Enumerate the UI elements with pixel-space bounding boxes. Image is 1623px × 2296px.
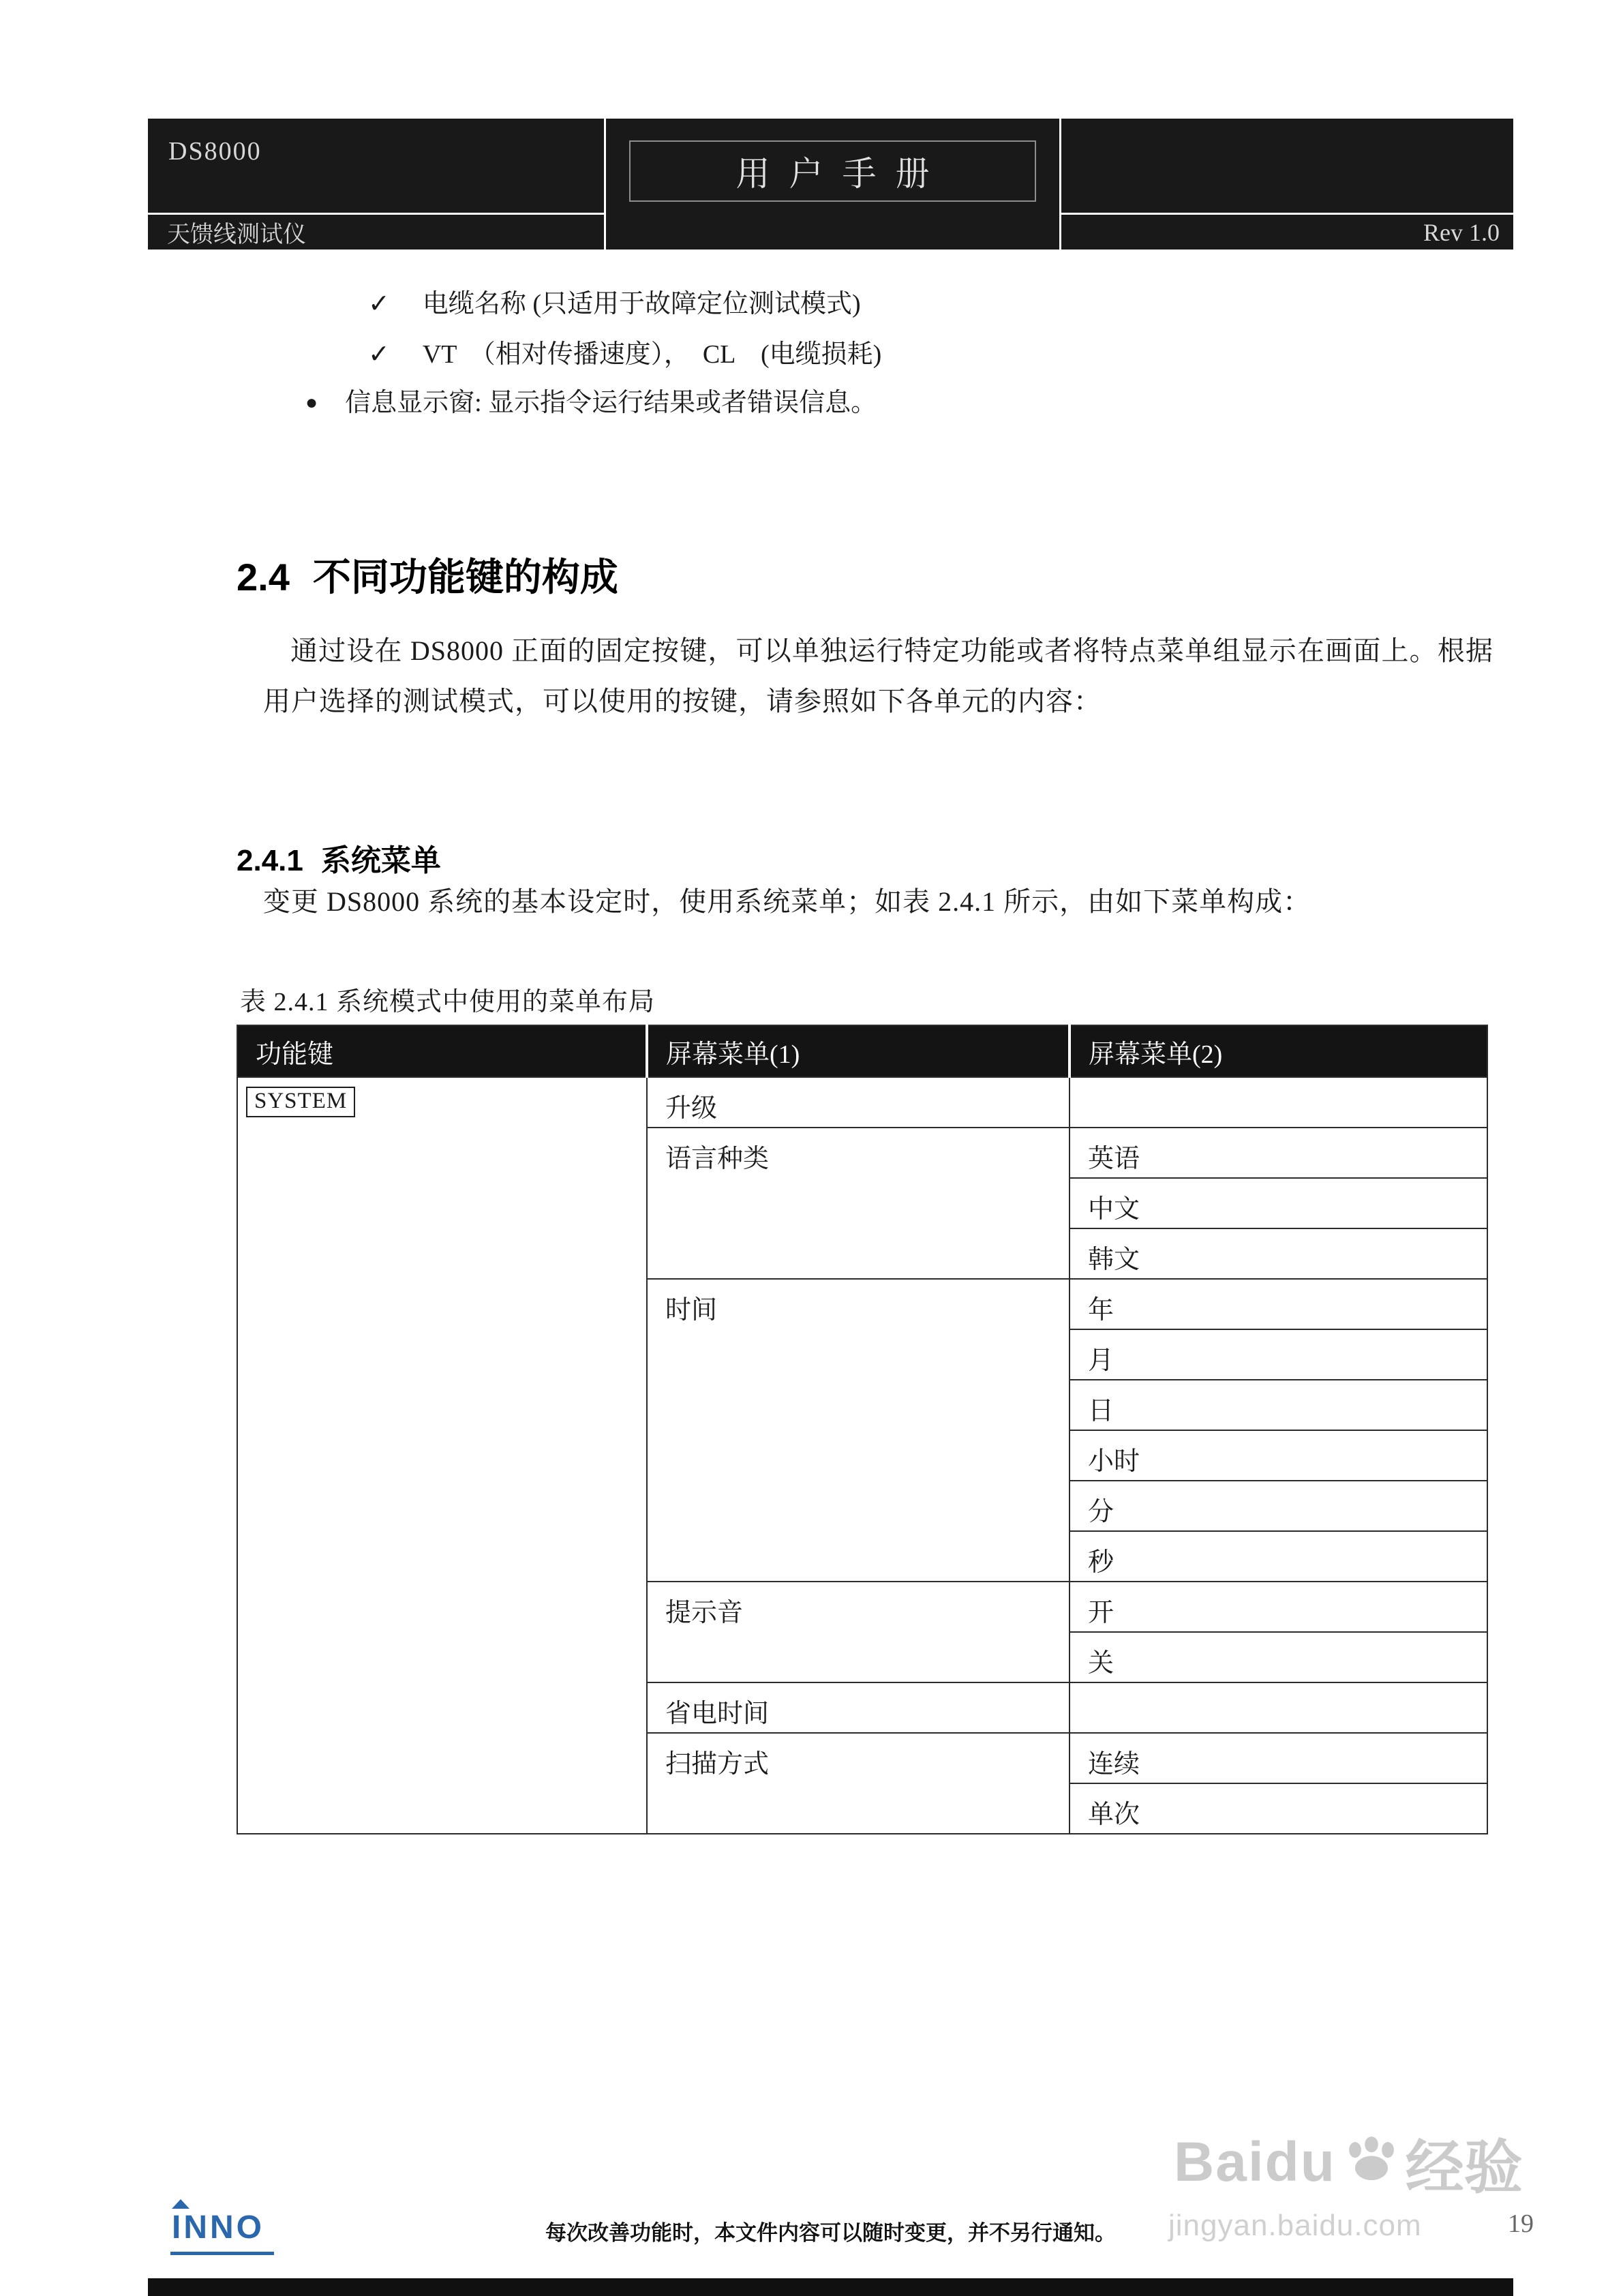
menu1-cell: 省电时间: [647, 1682, 1070, 1733]
header-bar: [148, 119, 1513, 250]
menu2-cell: [1070, 1077, 1487, 1128]
menu2-cell: 连续: [1070, 1733, 1487, 1783]
inno-caret-icon: [172, 2199, 189, 2209]
menu2-cell: 韩文: [1070, 1228, 1487, 1279]
menu2-cell: 中文: [1070, 1178, 1487, 1228]
table-header-cell: 功能键: [237, 1025, 647, 1077]
menu1-cell: 升级: [647, 1077, 1070, 1128]
menu2-cell: 月: [1070, 1329, 1487, 1380]
bullet-item: [305, 386, 877, 420]
watermark-brand: Baidu: [1174, 2131, 1336, 2193]
header-left-panel: [148, 119, 606, 250]
bullet-text: VT （相对传播速度）， CL (电缆损耗): [422, 340, 882, 369]
system-menu-table-body: [237, 1077, 1487, 1834]
menu1-cell: 扫描方式: [647, 1733, 1070, 1834]
revision-label: Rev 1.0: [1423, 218, 1500, 246]
section-title: 不同功能键的构成: [312, 556, 618, 599]
section-number: 2.4: [237, 556, 290, 599]
doc-title-box: [629, 140, 1036, 202]
menu1-cell: 提示音: [647, 1582, 1070, 1682]
subsection-heading: [237, 836, 441, 879]
header-device-strip: [148, 213, 604, 250]
table-row: [237, 1077, 1487, 1128]
menu1-cell: 时间: [647, 1279, 1070, 1582]
model-label: DS8000: [168, 137, 262, 166]
footer-bar: [148, 2278, 1513, 2296]
watermark-suffix: 经验: [1405, 2135, 1523, 2201]
section-heading: [237, 547, 618, 602]
bullet-item: [368, 287, 861, 321]
check-icon: ✓: [368, 340, 390, 369]
menu2-cell: 开: [1070, 1582, 1487, 1632]
section-paragraph: 通过设在 DS8000 正面的固定按键，可以单独运行特定功能或者将特点菜单组显示在画面上。根据用户选择的测试模式，可以使用的按键，请参照如下各单元的内容：: [263, 635, 1493, 716]
table-caption: 表 2.4.1 系统模式中使用的菜单布局: [240, 988, 656, 1016]
watermark: [1174, 2120, 1523, 2205]
menu2-cell: 小时: [1070, 1430, 1487, 1481]
subsection-title: 系统菜单: [320, 844, 441, 877]
baidu-paw-icon: [1344, 2136, 1399, 2181]
header-center-panel: [606, 119, 1061, 250]
menu2-cell: 分: [1070, 1481, 1487, 1531]
doc-title: 用户手册: [735, 155, 949, 193]
table-header-cell: 屏幕菜单(2): [1070, 1025, 1487, 1077]
bullet-text: 信息显示窗: 显示指令运行结果或者错误信息。: [345, 389, 877, 417]
revision-strip: [1061, 213, 1513, 250]
table-header-cell: 屏幕菜单(1): [647, 1025, 1070, 1077]
menu1-cell: 语言种类: [647, 1128, 1070, 1279]
header-right-panel: [1061, 119, 1513, 250]
menu2-cell: 年: [1070, 1279, 1487, 1329]
menu2-cell: [1070, 1682, 1487, 1733]
bullet-text: 电缆名称 (只适用于故障定位测试模式): [422, 290, 861, 318]
menu2-cell: 关: [1070, 1632, 1487, 1682]
table-header-row: [237, 1025, 1487, 1077]
menu2-cell: 英语: [1070, 1128, 1487, 1178]
device-label: 天馈线测试仪: [167, 222, 306, 247]
check-icon: ✓: [368, 290, 390, 318]
footer-notice: 每次改善功能时，本文件内容可以随时变更，并不另行通知。: [545, 2221, 1116, 2245]
bullet-item: [368, 337, 881, 372]
subsection-paragraph: 变更 DS8000 系统的基本设定时，使用系统菜单；如表 2.4.1 所示，由如下菜单构成：: [263, 886, 1311, 917]
watermark-url: jingyan.baidu.com: [1168, 2209, 1422, 2242]
menu2-cell: 秒: [1070, 1531, 1487, 1582]
menu2-cell: 日: [1070, 1380, 1487, 1430]
system-menu-table: [237, 1025, 1488, 1834]
subsection-number: 2.4.1: [237, 844, 303, 877]
page-number: 19: [1508, 2209, 1534, 2238]
system-key-label: SYSTEM: [246, 1087, 355, 1117]
menu2-cell: 单次: [1070, 1783, 1487, 1834]
inno-logo-text: INNO: [172, 2209, 264, 2246]
function-key-cell: [237, 1077, 647, 1834]
dot-icon: ●: [305, 391, 318, 414]
